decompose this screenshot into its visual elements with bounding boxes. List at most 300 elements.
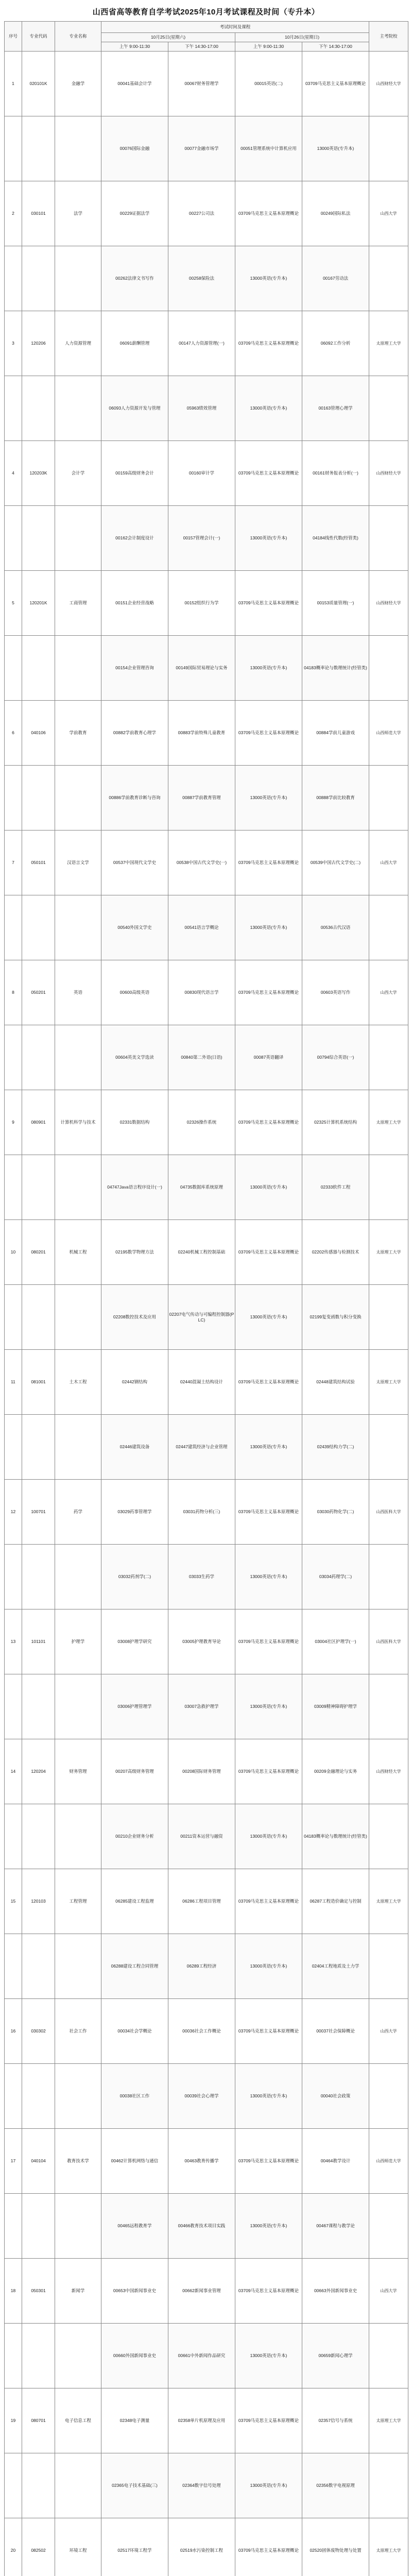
table-row (5, 701, 408, 766)
cell-major-name (55, 1415, 101, 1480)
cell-day1-pm: 00208国际财务管理 (168, 1739, 235, 1804)
table-row (5, 1285, 408, 1350)
cell-major-name: 工商管理 (55, 571, 101, 636)
cell-day1-pm: 02326操作系统 (168, 1090, 235, 1155)
table-row (5, 1415, 408, 1480)
cell-day2-pm: 03034药理学(二) (302, 1545, 369, 1609)
cell-seq (5, 116, 22, 181)
cell-day1-pm: 02447建筑经济与企业管理 (168, 1415, 235, 1480)
cell-seq (5, 2453, 22, 2518)
header-major-code: 专业代码 (22, 22, 55, 52)
cell-day2-am: 03709马克思主义基本原理概论 (235, 960, 302, 1025)
cell-major-name: 法学 (55, 181, 101, 246)
header-major-name: 专业名称 (55, 22, 101, 52)
header-day2-pm: 下午 14:30-17:00 (302, 42, 369, 52)
cell-major-name (55, 1155, 101, 1220)
cell-seq (5, 766, 22, 831)
cell-institution: 太原理工大学 (369, 311, 408, 376)
table-row (5, 1739, 408, 1804)
cell-seq: 20 (5, 2518, 22, 2576)
cell-day1-pm: 00160审计学 (168, 441, 235, 506)
cell-day1-am: 00465远程教育学 (101, 2194, 168, 2259)
table-row (5, 1545, 408, 1609)
cell-day2-am: 03709马克思主义基本原理概论 (235, 2388, 302, 2453)
cell-day2-am: 03709马克思主义基本原理概论 (235, 1739, 302, 1804)
cell-major-code: 050301 (22, 2259, 55, 2324)
cell-day2-am: 03709马克思主义基本原理概论 (235, 1090, 302, 1155)
cell-major-name: 会计学 (55, 441, 101, 506)
cell-day2-pm: 04184线性代数(经管类) (302, 506, 369, 571)
cell-day2-am: 13000英语(专升本) (235, 1155, 302, 1220)
header-day1-am: 上午 9:00-11:30 (101, 42, 168, 52)
cell-seq (5, 1025, 22, 1090)
cell-day1-pm: 00149国际贸易理论与实务 (168, 636, 235, 701)
cell-day2-pm: 03709马克思主义基本原理概论 (302, 52, 369, 116)
cell-day1-am: 02442钢结构 (101, 1350, 168, 1415)
cell-day2-am: 03709马克思主义基本原理概论 (235, 2518, 302, 2576)
cell-seq: 2 (5, 181, 22, 246)
cell-day1-pm: 00039社会心理学 (168, 2064, 235, 2129)
cell-major-name (55, 246, 101, 311)
table-row (5, 1804, 408, 1869)
cell-major-name (55, 376, 101, 441)
cell-institution (369, 1804, 408, 1869)
cell-day1-am: 00537中国现代文学史 (101, 831, 168, 895)
cell-seq: 12 (5, 1480, 22, 1545)
cell-day2-am: 03709马克思主义基本原理概论 (235, 311, 302, 376)
cell-day2-pm: 02404工程地质及土力学 (302, 1934, 369, 1999)
cell-day2-pm: 00167劳动法 (302, 246, 369, 311)
cell-day1-pm: 00662新闻事业管理 (168, 2259, 235, 2324)
cell-day2-pm: 03030药物化学(二) (302, 1480, 369, 1545)
table-row (5, 1999, 408, 2064)
cell-institution: 山西医科大学 (369, 1609, 408, 1674)
cell-major-code: 120201K (22, 571, 55, 636)
cell-seq: 4 (5, 441, 22, 506)
cell-day1-pm: 00463教育传播学 (168, 2129, 235, 2194)
cell-day2-pm: 00464教学设计 (302, 2129, 369, 2194)
table-row (5, 2388, 408, 2453)
table-row (5, 895, 408, 960)
cell-day1-am: 00604英美文学选读 (101, 1025, 168, 1090)
cell-institution: 山西医科大学 (369, 1480, 408, 1545)
cell-seq: 3 (5, 311, 22, 376)
cell-day2-am: 13000英语(专升本) (235, 1674, 302, 1739)
cell-day1-am: 00034社会学概论 (101, 1999, 168, 2064)
cell-day1-pm: 00067财务管理学 (168, 52, 235, 116)
cell-major-name: 药学 (55, 1480, 101, 1545)
cell-major-code: 101101 (22, 1609, 55, 1674)
cell-day2-am: 13000英语(专升本) (235, 1285, 302, 1350)
cell-day1-am: 06285建设工程监理 (101, 1869, 168, 1934)
cell-day2-pm: 02520固体废物处理与处置 (302, 2518, 369, 2576)
cell-institution (369, 895, 408, 960)
table-row (5, 2064, 408, 2129)
cell-major-code (22, 1155, 55, 1220)
cell-day2-am: 13000英语(专升本) (235, 376, 302, 441)
table-row (5, 1025, 408, 1090)
cell-day1-am: 00154企业管理咨询 (101, 636, 168, 701)
cell-major-name: 英语 (55, 960, 101, 1025)
cell-day1-pm: 03031药物分析(三) (168, 1480, 235, 1545)
cell-day1-am: 00162会计制度设计 (101, 506, 168, 571)
cell-day2-am: 03709马克思主义基本原理概论 (235, 1999, 302, 2064)
cell-major-code: 030101 (22, 181, 55, 246)
cell-institution (369, 376, 408, 441)
cell-major-name (55, 116, 101, 181)
cell-major-name: 环境工程 (55, 2518, 101, 2576)
table-row (5, 2129, 408, 2194)
cell-seq: 14 (5, 1739, 22, 1804)
cell-day2-am: 03709马克思主义基本原理概论 (235, 1350, 302, 1415)
cell-day2-pm: 00539中国古代文学史(二) (302, 831, 369, 895)
cell-major-code (22, 895, 55, 960)
table-row (5, 2194, 408, 2259)
cell-day2-am: 13000英语(专升本) (235, 895, 302, 960)
table-body (5, 52, 408, 2576)
cell-day1-pm: 00258保险法 (168, 246, 235, 311)
cell-major-code (22, 636, 55, 701)
cell-day1-am: 03032药剂学(二) (101, 1545, 168, 1609)
cell-day1-am: 03029药事管理学 (101, 1480, 168, 1545)
cell-institution: 太原理工大学 (369, 1090, 408, 1155)
table-row (5, 1155, 408, 1220)
cell-day1-am: 00076国际金融 (101, 116, 168, 181)
cell-day2-am: 03709马克思主义基本原理概论 (235, 831, 302, 895)
cell-seq: 7 (5, 831, 22, 895)
cell-day1-am: 04747Java语言程序设计(一) (101, 1155, 168, 1220)
cell-major-code: 080901 (22, 1090, 55, 1155)
cell-major-code: 030302 (22, 1999, 55, 2064)
cell-day2-pm: 02325计算机系统结构 (302, 1090, 369, 1155)
cell-day1-am: 02446建筑设备 (101, 1415, 168, 1480)
table-row (5, 2324, 408, 2388)
cell-major-name (55, 895, 101, 960)
cell-institution (369, 1415, 408, 1480)
cell-day2-am: 13000英语(专升本) (235, 636, 302, 701)
cell-day1-am: 00262法律文书写作 (101, 246, 168, 311)
cell-day1-am: 06288建设工程合同管理 (101, 1934, 168, 1999)
cell-day2-pm: 00153质量管理(一) (302, 571, 369, 636)
cell-day1-am: 00159高级财务会计 (101, 441, 168, 506)
table-row (5, 52, 408, 116)
cell-major-code (22, 1674, 55, 1739)
cell-major-name: 财务管理 (55, 1739, 101, 1804)
cell-seq (5, 2324, 22, 2388)
cell-major-code (22, 766, 55, 831)
table-row (5, 1869, 408, 1934)
cell-day1-pm: 06289工程经济 (168, 1934, 235, 1999)
cell-major-name (55, 636, 101, 701)
header-day1-pm: 下午 14:30-17:00 (168, 42, 235, 52)
cell-day2-pm: 02333软件工程 (302, 1155, 369, 1220)
cell-institution: 太原理工大学 (369, 2518, 408, 2576)
cell-seq: 11 (5, 1350, 22, 1415)
cell-day1-am: 02517环境工程学 (101, 2518, 168, 2576)
cell-seq (5, 1804, 22, 1869)
header-schedule: 考试时间及课程 (101, 22, 369, 33)
cell-major-code (22, 116, 55, 181)
table-row (5, 116, 408, 181)
table-row (5, 766, 408, 831)
cell-day1-am: 00653中国新闻事业史 (101, 2259, 168, 2324)
cell-day2-am: 00051管理系统中计算机应用 (235, 116, 302, 181)
cell-day2-am: 13000英语(专升本) (235, 2453, 302, 2518)
cell-major-code (22, 1545, 55, 1609)
cell-day2-am: 03709马克思主义基本原理概论 (235, 441, 302, 506)
table-row (5, 246, 408, 311)
cell-major-name: 人力资源管理 (55, 311, 101, 376)
cell-institution: 山西大学 (369, 2259, 408, 2324)
cell-institution: 山西财经大学 (369, 441, 408, 506)
cell-day1-pm: 02207电气传动与可编程控制器(PLC) (168, 1285, 235, 1350)
cell-major-code (22, 1934, 55, 1999)
table-row (5, 376, 408, 441)
cell-day1-am: 00882学前教育心理学 (101, 701, 168, 766)
cell-seq: 1 (5, 52, 22, 116)
cell-institution: 山西大学 (369, 960, 408, 1025)
cell-day1-pm: 06286工程项目管理 (168, 1869, 235, 1934)
cell-institution (369, 1934, 408, 1999)
cell-day1-pm: 00211资本运营与融资 (168, 1804, 235, 1869)
cell-institution (369, 1674, 408, 1739)
cell-day1-pm: 02240机械工程控制基础 (168, 1220, 235, 1285)
table-row (5, 1674, 408, 1739)
cell-day2-pm: 02448建筑结构试验 (302, 1350, 369, 1415)
cell-major-name (55, 1545, 101, 1609)
cell-major-name (55, 2194, 101, 2259)
cell-seq (5, 246, 22, 311)
cell-major-code (22, 1415, 55, 1480)
cell-day1-pm: 00883学前特殊儿童教育 (168, 701, 235, 766)
table-row (5, 2259, 408, 2324)
cell-major-name: 学前教育 (55, 701, 101, 766)
cell-day2-pm: 04183概率论与数理统计(经管类) (302, 1804, 369, 1869)
cell-major-name (55, 766, 101, 831)
cell-institution: 山西财经大学 (369, 52, 408, 116)
cell-day2-pm: 00467课程与教学论 (302, 2194, 369, 2259)
cell-major-code (22, 1025, 55, 1090)
table-row (5, 960, 408, 1025)
cell-major-code: 100701 (22, 1480, 55, 1545)
cell-day2-pm: 02199复变函数与积分变换 (302, 1285, 369, 1350)
cell-major-name (55, 1934, 101, 1999)
cell-day2-pm: 06287工程造价确定与控制 (302, 1869, 369, 1934)
header-day2-am: 上午 9:00-11:30 (235, 42, 302, 52)
cell-major-name (55, 1285, 101, 1350)
cell-institution (369, 2064, 408, 2129)
cell-day2-pm: 00663外国新闻事业史 (302, 2259, 369, 2324)
cell-day2-am: 13000英语(专升本) (235, 1545, 302, 1609)
cell-seq: 9 (5, 1090, 22, 1155)
cell-major-name: 工程管理 (55, 1869, 101, 1934)
cell-day1-pm: 00887学前教育管理 (168, 766, 235, 831)
cell-major-code: 050101 (22, 831, 55, 895)
cell-seq: 17 (5, 2129, 22, 2194)
table-header (5, 22, 408, 52)
cell-institution: 山西师范大学 (369, 701, 408, 766)
cell-day1-am: 03008护理学研究 (101, 1609, 168, 1674)
cell-day1-am: 00540外国文学史 (101, 895, 168, 960)
cell-major-code: 040106 (22, 701, 55, 766)
table-row (5, 2453, 408, 2518)
cell-day2-am: 03709马克思主义基本原理概论 (235, 571, 302, 636)
cell-day1-pm: 00840第二外语(日语) (168, 1025, 235, 1090)
cell-day2-am: 13000英语(专升本) (235, 1934, 302, 1999)
cell-day2-am: 13000英语(专升本) (235, 2194, 302, 2259)
table-row (5, 1090, 408, 1155)
cell-major-code: 120204 (22, 1739, 55, 1804)
cell-major-name (55, 1804, 101, 1869)
cell-major-name: 土木工程 (55, 1350, 101, 1415)
cell-major-name (55, 2453, 101, 2518)
table-row (5, 1480, 408, 1545)
cell-major-name: 机械工程 (55, 1220, 101, 1285)
cell-seq (5, 2064, 22, 2129)
cell-seq: 13 (5, 1609, 22, 1674)
table-row (5, 441, 408, 506)
cell-day2-am: 13000英语(专升本) (235, 1415, 302, 1480)
cell-seq: 5 (5, 571, 22, 636)
cell-institution (369, 636, 408, 701)
cell-major-code: 080201 (22, 1220, 55, 1285)
cell-seq: 10 (5, 1220, 22, 1285)
cell-major-code (22, 376, 55, 441)
cell-day2-pm: 00040社会政策 (302, 2064, 369, 2129)
cell-institution: 山西大学 (369, 831, 408, 895)
cell-day2-pm: 00209金融理论与实务 (302, 1739, 369, 1804)
cell-major-name: 新闻学 (55, 2259, 101, 2324)
cell-seq (5, 2194, 22, 2259)
cell-day2-am: 03709马克思主义基本原理概论 (235, 1609, 302, 1674)
cell-day2-am: 13000英语(专升本) (235, 766, 302, 831)
cell-day2-am: 00087英语翻译 (235, 1025, 302, 1090)
page-title: 山西省高等教育自学考试2025年10月考试课程及时间（专升本） (92, 8, 320, 16)
cell-major-code (22, 246, 55, 311)
cell-day2-pm: 03004社区护理学(一) (302, 1609, 369, 1674)
header-day2: 10月26日(星期日) (235, 33, 369, 42)
cell-major-code (22, 1285, 55, 1350)
cell-day1-am: 00151企业经营战略 (101, 571, 168, 636)
cell-day2-pm: 13000英语(专升本) (302, 116, 369, 181)
cell-day1-pm: 04735数据库系统原理 (168, 1155, 235, 1220)
cell-day2-pm: 00536古代汉语 (302, 895, 369, 960)
cell-major-code: 120206 (22, 311, 55, 376)
cell-major-name: 电子信息工程 (55, 2388, 101, 2453)
cell-day1-pm: 00830现代语言学 (168, 960, 235, 1025)
cell-day1-am: 06091薪酬管理 (101, 311, 168, 376)
cell-day2-am: 00015英语(二) (235, 52, 302, 116)
cell-day1-pm: 00466教育技术项目实践 (168, 2194, 235, 2259)
cell-day1-pm: 03005护理教育导论 (168, 1609, 235, 1674)
cell-day2-am: 03709马克思主义基本原理概论 (235, 1220, 302, 1285)
cell-institution: 太原理工大学 (369, 1869, 408, 1934)
table-row (5, 571, 408, 636)
table-row (5, 2518, 408, 2576)
cell-major-code: 080701 (22, 2388, 55, 2453)
cell-institution (369, 1545, 408, 1609)
cell-institution: 山西财经大学 (369, 571, 408, 636)
cell-institution: 山西大学 (369, 181, 408, 246)
cell-day2-pm: 00794综合英语(一) (302, 1025, 369, 1090)
cell-major-name: 教育技术学 (55, 2129, 101, 2194)
cell-day2-am: 03709马克思主义基本原理概论 (235, 2259, 302, 2324)
cell-day1-am: 00229证据法学 (101, 181, 168, 246)
table-row (5, 1609, 408, 1674)
cell-day1-am: 00462计算机网络与通信 (101, 2129, 168, 2194)
cell-major-code (22, 2453, 55, 2518)
cell-day1-am: 03006护理管理学 (101, 1674, 168, 1739)
cell-day1-pm: 02358单片机原理及应用 (168, 2388, 235, 2453)
cell-day2-am: 03709马克思主义基本原理概论 (235, 1480, 302, 1545)
cell-day2-pm: 03009精神障碍护理学 (302, 1674, 369, 1739)
cell-institution (369, 1025, 408, 1090)
cell-day1-am: 00600高级英语 (101, 960, 168, 1025)
cell-day1-am: 02331数据结构 (101, 1090, 168, 1155)
cell-day1-pm: 00538中国古代文学史(一) (168, 831, 235, 895)
cell-day2-pm: 02439结构力学(二) (302, 1415, 369, 1480)
cell-institution (369, 506, 408, 571)
cell-day2-am: 13000英语(专升本) (235, 506, 302, 571)
table-row (5, 636, 408, 701)
cell-day2-pm: 00659新闻心理学 (302, 2324, 369, 2388)
cell-day2-am: 03709马克思主义基本原理概论 (235, 2129, 302, 2194)
cell-institution (369, 2194, 408, 2259)
cell-institution: 山西师范大学 (369, 2129, 408, 2194)
cell-major-code: 120103 (22, 1869, 55, 1934)
cell-seq (5, 1674, 22, 1739)
cell-major-name (55, 1674, 101, 1739)
cell-seq (5, 895, 22, 960)
cell-seq (5, 506, 22, 571)
cell-major-code: 082502 (22, 2518, 55, 2576)
cell-major-code: 020101K (22, 52, 55, 116)
cell-day1-pm: 02440混凝土结构设计 (168, 1350, 235, 1415)
cell-day2-pm: 00888学前比较教育 (302, 766, 369, 831)
cell-day2-pm: 00161财务报表分析(一) (302, 441, 369, 506)
cell-seq: 18 (5, 2259, 22, 2324)
cell-day1-pm: 02519水污染控制工程 (168, 2518, 235, 2576)
cell-day1-am: 02208数控技术及应用 (101, 1285, 168, 1350)
cell-day2-pm: 00249国际私法 (302, 181, 369, 246)
cell-day1-am: 00041基础会计学 (101, 52, 168, 116)
cell-major-name (55, 2324, 101, 2388)
cell-major-code (22, 2324, 55, 2388)
cell-major-code: 081001 (22, 1350, 55, 1415)
cell-day1-am: 00207高级财务管理 (101, 1739, 168, 1804)
cell-major-name: 金融学 (55, 52, 101, 116)
cell-major-name (55, 2064, 101, 2129)
table-row (5, 1350, 408, 1415)
cell-seq: 15 (5, 1869, 22, 1934)
cell-day1-pm: 05963绩效管理 (168, 376, 235, 441)
cell-institution (369, 2453, 408, 2518)
table-row (5, 1934, 408, 1999)
cell-seq: 19 (5, 2388, 22, 2453)
cell-day1-pm: 03033生药学 (168, 1545, 235, 1609)
cell-major-name (55, 1025, 101, 1090)
cell-institution: 山西财经大学 (369, 1739, 408, 1804)
cell-major-code: 050201 (22, 960, 55, 1025)
cell-day1-pm: 00077金融市场学 (168, 116, 235, 181)
cell-major-code (22, 2194, 55, 2259)
cell-day2-pm: 06092工作分析 (302, 311, 369, 376)
cell-institution (369, 1285, 408, 1350)
cell-day1-am: 02365电子技术基础(三) (101, 2453, 168, 2518)
cell-major-name: 汉语言文学 (55, 831, 101, 895)
cell-major-name (55, 506, 101, 571)
cell-day1-pm: 00541语言学概论 (168, 895, 235, 960)
